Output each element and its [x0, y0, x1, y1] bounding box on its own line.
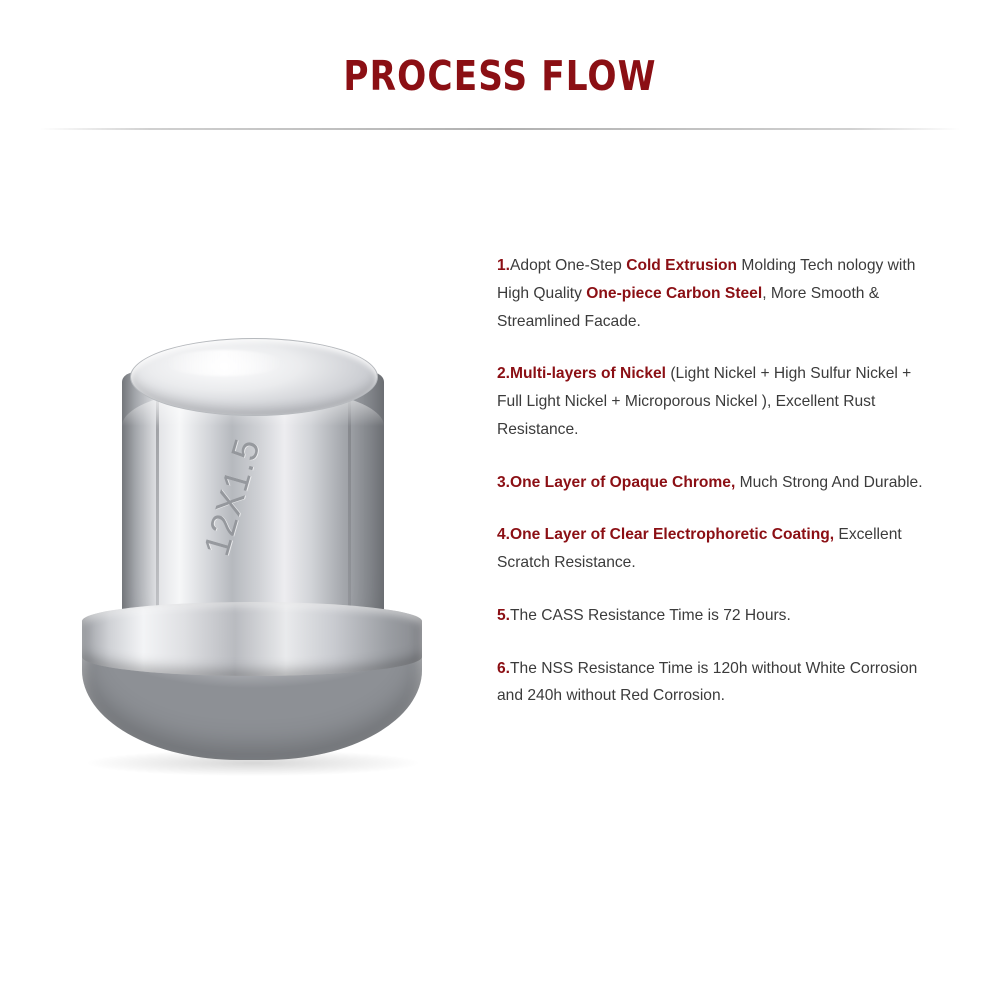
spec-item-2 — [497, 360, 927, 443]
page-title: PROCESS FLOW — [343, 52, 657, 100]
spec-lead: The CASS Resistance Time is 72 Hours. — [510, 606, 791, 624]
spec-number: 5. — [497, 606, 511, 624]
spec-lead: The NSS Resistance Time is 120h without White Corrosion and 240h without Red Corrosion. — [497, 659, 918, 705]
product-image — [60, 280, 460, 840]
nut-size-marking: 12X1.5 — [195, 433, 268, 561]
nut-cap-highlight — [164, 350, 284, 376]
spec-middle: Excellent Scratch Resistance. — [497, 526, 902, 571]
spec-emphasis-2: One-piece Carbon Steel — [586, 284, 763, 302]
spec-number: 2. — [497, 365, 511, 383]
spec-item-5 — [497, 602, 927, 630]
spec-number: 3. — [497, 473, 511, 491]
spec-middle: Molding Tech nology with High Quality — [497, 257, 916, 302]
spec-emphasis-1: Cold Extrusion — [626, 257, 738, 274]
spec-emphasis-1: One Layer of Clear Electrophoretic Coating, — [510, 526, 835, 544]
spec-list — [497, 252, 927, 710]
lug-nut-illustration — [60, 280, 460, 840]
spec-emphasis-1: One Layer of Opaque Chrome, — [510, 473, 736, 491]
spec-tail: , More Smooth & Streamlined Facade. — [497, 284, 880, 330]
spec-item-1 — [497, 252, 927, 335]
nut-top-cap — [130, 338, 378, 416]
spec-middle: (Light Nickel + High Sulfur Nickel + Full Light Nickel + Microporous Nickel ), Excellent Rust Resistance. — [497, 365, 912, 438]
page-header — [0, 0, 1000, 132]
spec-number: 1. — [497, 257, 511, 274]
spec-middle: Much Strong And Durable. — [735, 473, 923, 491]
spec-item-3 — [497, 469, 927, 497]
spec-item-4 — [497, 521, 927, 577]
spec-number: 4. — [497, 526, 511, 544]
spec-lead: Adopt One-Step — [510, 257, 627, 274]
spec-emphasis-1: Multi-layers of Nickel — [510, 365, 666, 383]
title-divider — [40, 128, 960, 130]
spec-number: 6. — [497, 659, 511, 677]
nut-flange-ring — [82, 602, 422, 676]
spec-item-6 — [497, 655, 927, 711]
